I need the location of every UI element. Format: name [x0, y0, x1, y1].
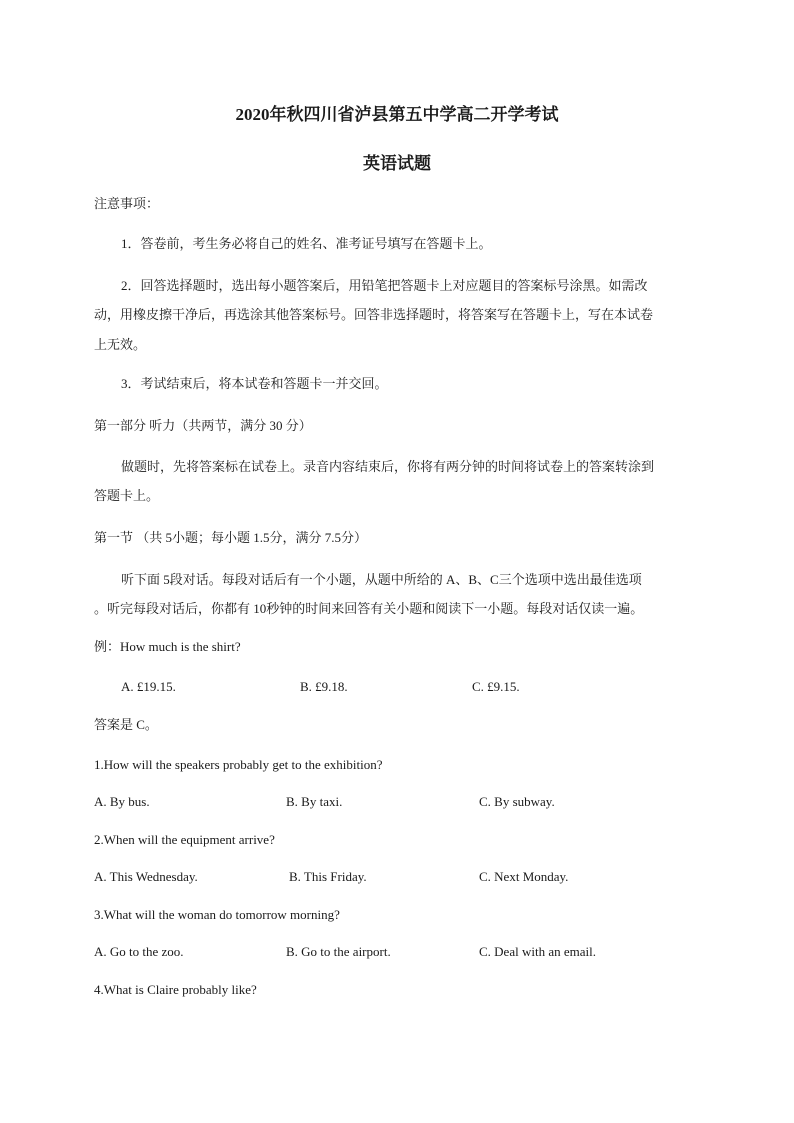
notice-item-1: 1．答卷前，考生务必将自己的姓名、准考证号填写在答题卡上。 — [121, 236, 492, 251]
part1-intro-line-2: 答题卡上。 — [94, 488, 160, 503]
example-option-c: C. £9.15. — [472, 679, 520, 694]
question-1-option-c: C. By subway. — [479, 794, 555, 809]
part1-heading: 第一部分 听力（共两节，满分 30 分） — [94, 418, 312, 433]
question-1: 1.How will the speakers probably get to the exhibition? — [94, 757, 383, 772]
exam-subtitle: 英语试题 — [363, 154, 431, 173]
question-2-option-c: C. Next Monday. — [479, 869, 569, 884]
question-3: 3.What will the woman do tomorrow morning? — [94, 907, 340, 922]
question-1-option-a: A. By bus. — [94, 794, 150, 809]
question-1-option-b: B. By taxi. — [286, 794, 343, 809]
notice-item-2-line-3: 上无效。 — [94, 337, 147, 352]
example-question: 例：How much is the shirt? — [94, 639, 241, 654]
section1-intro-line-1: 听下面 5段对话。每段对话后有一个小题，从题中所给的 A、B、C三个选项中选出最佳选项 — [121, 572, 642, 587]
notice-item-2-line-1: 2．回答选择题时，选出每小题答案后，用铅笔把答题卡上对应题目的答案标号涂黑。如需改 — [121, 278, 648, 293]
notice-item-2-line-2: 动，用橡皮擦干净后，再选涂其他答案标号。回答非选择题时，将答案写在答题卡上，写在本试卷 — [94, 307, 654, 322]
example-option-b: B. £9.18. — [300, 679, 348, 694]
section1-intro-line-2: 。听完每段对话后，你都有 10秒钟的时间来回答有关小题和阅读下一小题。每段对话仅读一遍。 — [94, 601, 644, 616]
question-3-option-a: A. Go to the zoo. — [94, 944, 184, 959]
section1-heading: 第一节 （共 5小题；每小题 1.5分，满分 7.5分） — [94, 530, 368, 545]
part1-intro-line-1: 做题时，先将答案标在试卷上。录音内容结束后，你将有两分钟的时间将试卷上的答案转涂到 — [121, 459, 655, 474]
question-3-option-c: C. Deal with an email. — [479, 944, 596, 959]
exam-title: 2020年秋四川省泸县第五中学高二开学考试 — [235, 105, 559, 124]
example-answer: 答案是 C。 — [94, 717, 158, 732]
notice-heading: 注意事项： — [94, 196, 160, 211]
question-4: 4.What is Claire probably like? — [94, 982, 257, 997]
notice-item-3: 3．考试结束后，将本试卷和答题卡一并交回。 — [121, 376, 388, 391]
question-2-option-a: A. This Wednesday. — [94, 869, 198, 884]
question-2-option-b: B. This Friday. — [289, 869, 367, 884]
question-2: 2.When will the equipment arrive? — [94, 832, 275, 847]
question-3-option-b: B. Go to the airport. — [286, 944, 391, 959]
example-option-a: A. £19.15. — [121, 679, 176, 694]
